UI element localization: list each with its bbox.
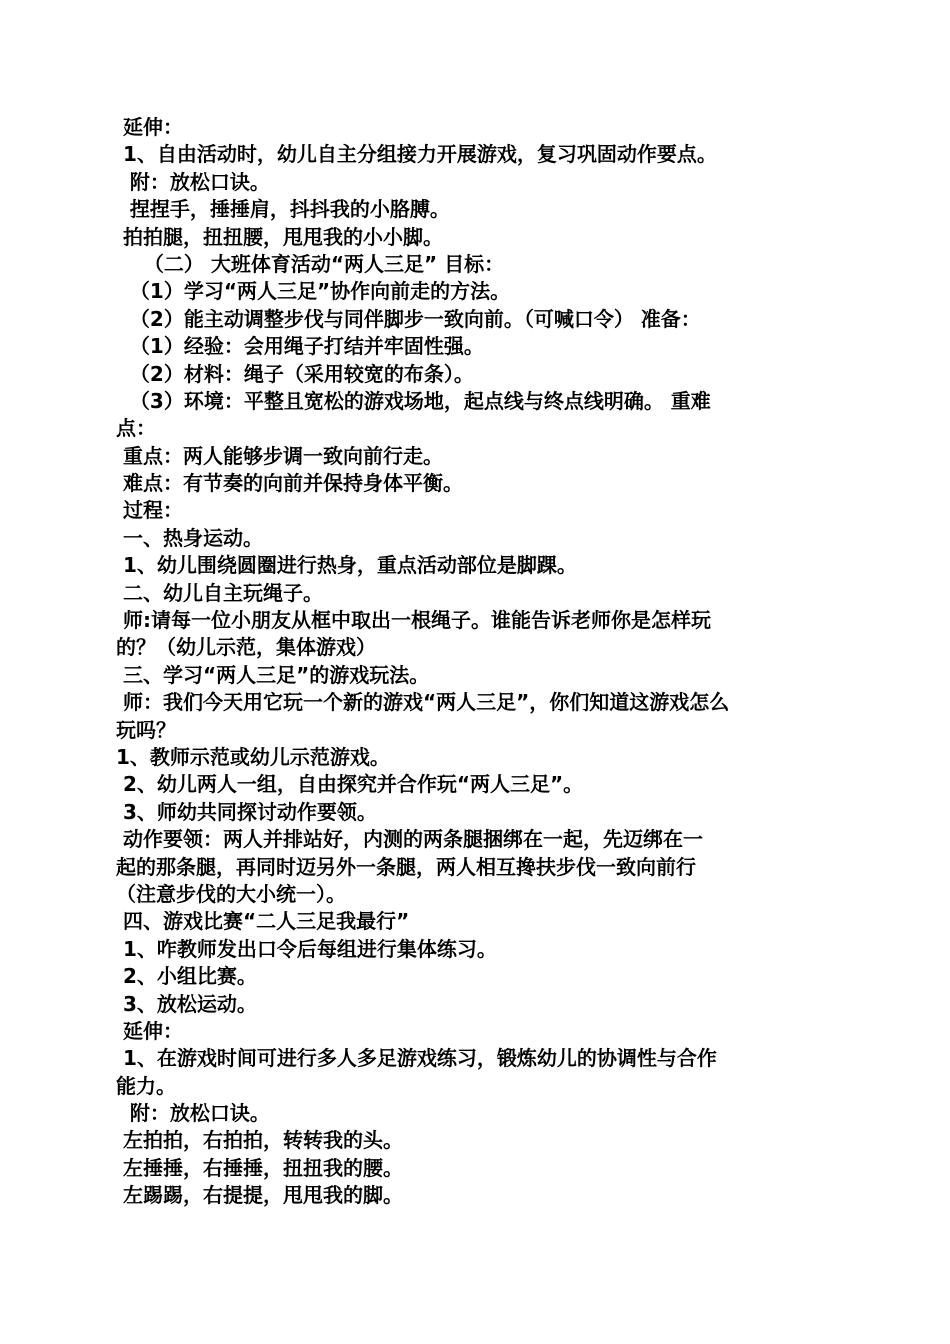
text-line: （注意步伐的大小统一）。 — [116, 881, 346, 906]
text-line: 2、小组比赛。 — [116, 964, 257, 989]
text-line: 三、学习“两人三足”的游戏玩法。 — [116, 662, 430, 687]
text-line: 起的那条腿，再同时迈另外一条腿，两人相互搀扶步伐一致向前行 — [116, 854, 696, 879]
text-line: 延伸： — [116, 115, 183, 139]
text-line: 玩吗？ — [116, 717, 176, 742]
text-line: 重点：两人能够步调一致向前行走。 — [116, 443, 443, 468]
text-line: 师:请每一位小朋友从框中取出一根绳子。谁能告诉老师你是怎样玩 — [116, 608, 711, 633]
text-line: （2）材料：绳子（采用较宽的布条）。 — [116, 361, 474, 386]
text-line: 捏捏手，捶捶肩，抖抖我的小胳膊。 — [116, 197, 450, 222]
text-line: 左捶捶，右捶捶，扭扭我的腰。 — [116, 1155, 403, 1180]
text-line: 附：放松口诀。 — [116, 169, 270, 194]
text-line: （3）环境：平整且宽松的游戏场地，起点线与终点线明确。 重难 — [116, 388, 711, 413]
text-line: （二） 大班体育活动“两人三足” 目标： — [116, 251, 505, 276]
document-body — [116, 114, 836, 1210]
text-line: 1、幼儿围绕圆圈进行热身，重点活动部位是脚踝。 — [116, 553, 577, 578]
text-line: 3、师幼共同探讨动作要领。 — [116, 799, 377, 824]
text-line: 左踢踢，右提提，甩甩我的脚。 — [116, 1183, 403, 1208]
text-line: 附：放松口诀。 — [116, 1101, 270, 1126]
text-line: 2、幼儿两人一组，自由探究并合作玩“两人三足”。 — [116, 772, 584, 797]
text-line: 动作要领：两人并排站好，内测的两条腿捆绑在一起，先迈绑在一 — [116, 827, 703, 852]
text-line: 1、自由活动时，幼儿自主分组接力开展游戏，复习巩固动作要点。 — [116, 142, 717, 167]
text-line: 左拍拍，右拍拍，转转我的头。 — [116, 1128, 403, 1153]
text-line: 能力。 — [116, 1073, 176, 1098]
text-line: （1）经验：会用绳子打结并牢固性强。 — [116, 334, 484, 359]
text-line: 一、热身运动。 — [116, 525, 263, 550]
text-line: 3、放松运动。 — [116, 991, 257, 1016]
text-line: 过程： — [116, 498, 183, 523]
text-line: 的？（幼儿示范，集体游戏） — [116, 635, 376, 660]
text-line: 延伸： — [116, 1018, 183, 1043]
text-line: 1、在游戏时间可进行多人多足游戏练习，锻炼幼儿的协调性与合作 — [116, 1046, 717, 1071]
text-line: 四、游戏比赛“二人三足我最行” — [116, 909, 410, 934]
text-line: （2）能主动调整步伐与同伴脚步一致向前。（可喊口令） 准备： — [116, 306, 701, 331]
text-line: 难点：有节奏的向前并保持身体平衡。 — [116, 471, 463, 496]
text-line: 点： — [116, 416, 156, 441]
text-line: 1、教师示范或幼儿示范游戏。 — [116, 744, 390, 769]
text-line: 师：我们今天用它玩一个新的游戏“两人三足”，你们知道这游戏怎么 — [116, 690, 730, 715]
text-line: （1）学习“两人三足”协作向前走的方法。 — [116, 279, 511, 304]
text-line: 拍拍腿，扭扭腰，甩甩我的小小脚。 — [116, 224, 443, 249]
text-line: 1、咋教师发出口令后每组进行集体练习。 — [116, 936, 497, 961]
text-line: 二、幼儿自主玩绳子。 — [116, 580, 323, 605]
